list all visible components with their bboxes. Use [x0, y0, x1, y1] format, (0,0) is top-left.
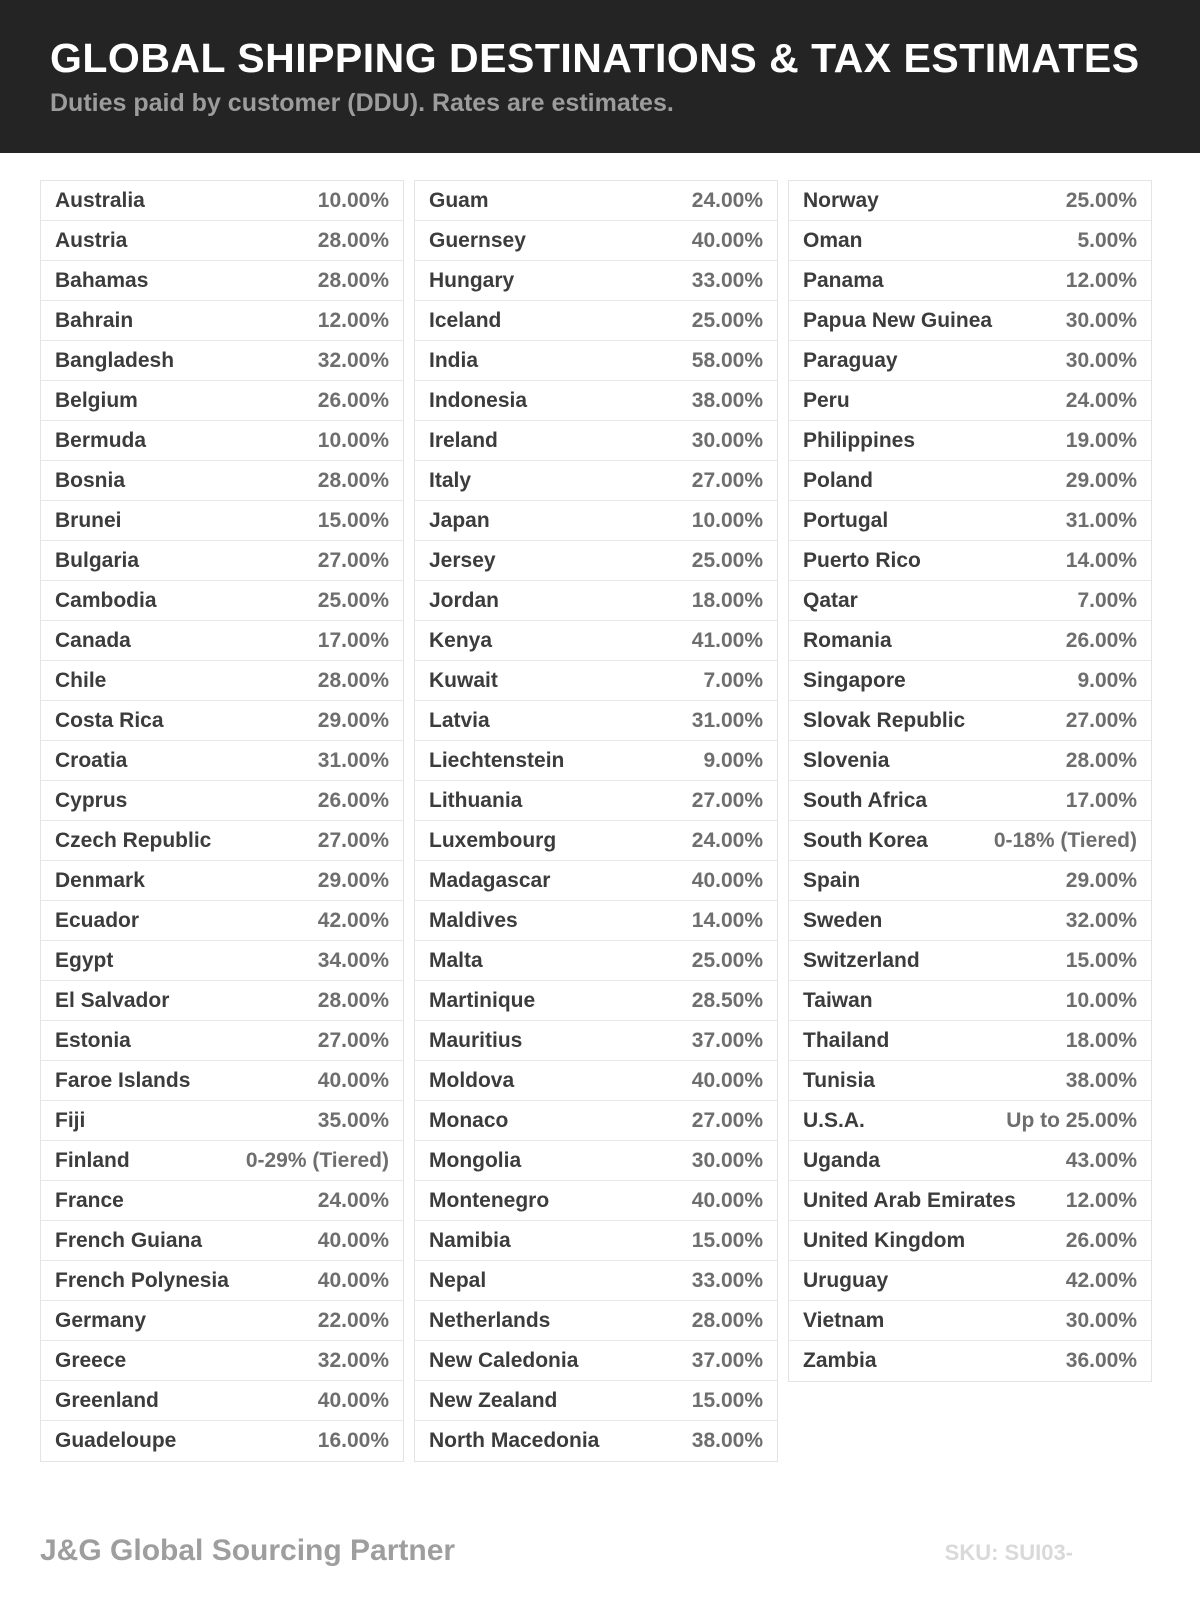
tax-rate: 24.00%	[691, 188, 763, 212]
table-row	[789, 1181, 1151, 1221]
tax-rate: 9.00%	[1077, 668, 1137, 692]
table-row	[415, 261, 777, 301]
table-row	[415, 1421, 777, 1461]
table-row	[415, 1021, 777, 1061]
country-name: Lithuania	[429, 788, 523, 812]
table-row	[789, 1141, 1151, 1181]
table-row	[789, 181, 1151, 221]
table-row	[415, 301, 777, 341]
country-name: Ecuador	[55, 908, 140, 932]
country-name: French Guiana	[55, 1228, 203, 1252]
table-row	[41, 1421, 403, 1461]
country-name: Fiji	[55, 1108, 86, 1132]
country-name: Switzerland	[803, 948, 920, 972]
table-row	[789, 1301, 1151, 1341]
country-name: Luxembourg	[429, 828, 557, 852]
tax-rate: 40.00%	[691, 1068, 763, 1092]
country-name: Mongolia	[429, 1148, 522, 1172]
country-name: Papua New Guinea	[803, 308, 993, 332]
tax-rate: 42.00%	[317, 908, 389, 932]
country-name: Bahamas	[55, 268, 149, 292]
tax-rate: 28.00%	[1065, 748, 1137, 772]
tax-rate: 43.00%	[1065, 1148, 1137, 1172]
country-name: Jersey	[429, 548, 496, 572]
country-name: Cambodia	[55, 588, 157, 612]
country-name: Guam	[429, 188, 489, 212]
country-name: Nepal	[429, 1268, 487, 1292]
tax-rate: 27.00%	[317, 548, 389, 572]
country-name: Qatar	[803, 588, 858, 612]
tax-rate: 37.00%	[691, 1348, 763, 1372]
tax-rate: 40.00%	[317, 1228, 389, 1252]
table-row	[789, 1221, 1151, 1261]
table-row	[41, 461, 403, 501]
country-name: Greenland	[55, 1388, 159, 1412]
table-row	[789, 261, 1151, 301]
tax-rate: 7.00%	[1077, 588, 1137, 612]
country-name: Guadeloupe	[55, 1429, 177, 1452]
tax-rate: 29.00%	[1065, 468, 1137, 492]
table-row	[41, 1101, 403, 1141]
table-row	[789, 1061, 1151, 1101]
table-row	[415, 821, 777, 861]
country-name: Czech Republic	[55, 828, 212, 852]
tax-rate: 25.00%	[317, 588, 389, 612]
country-name: Belgium	[55, 388, 138, 412]
country-name: United Kingdom	[803, 1228, 966, 1252]
country-name: Tunisia	[803, 1068, 875, 1092]
tax-rate: 19.00%	[1065, 428, 1137, 452]
country-name: Slovak Republic	[803, 708, 966, 732]
table-row	[41, 181, 403, 221]
table-row	[789, 741, 1151, 781]
table-row	[41, 621, 403, 661]
tax-rate: 24.00%	[317, 1188, 389, 1212]
table-row	[415, 381, 777, 421]
table-row	[789, 621, 1151, 661]
country-name: Greece	[55, 1348, 127, 1372]
country-name: Hungary	[429, 268, 515, 292]
country-name: Bermuda	[55, 428, 147, 452]
table-row	[41, 1181, 403, 1221]
table-row	[415, 1261, 777, 1301]
table-row	[41, 421, 403, 461]
tax-rate: 29.00%	[317, 708, 389, 732]
table-row	[41, 1221, 403, 1261]
country-name: Faroe Islands	[55, 1068, 191, 1092]
tax-rate: 31.00%	[317, 748, 389, 772]
sku-label: SKU: SUI03-	[944, 1540, 1073, 1565]
table-row	[415, 501, 777, 541]
tax-rate: 15.00%	[317, 508, 389, 532]
tax-rate: 27.00%	[317, 828, 389, 852]
tax-rate: 17.00%	[1065, 788, 1137, 812]
table-row	[789, 1341, 1151, 1381]
tax-rate: 10.00%	[691, 508, 763, 532]
table-row	[789, 821, 1151, 861]
table-row	[415, 1141, 777, 1181]
tax-rate: 14.00%	[1065, 548, 1137, 572]
country-name: Canada	[55, 628, 131, 652]
country-name: Brunei	[55, 508, 122, 532]
table-row	[789, 1261, 1151, 1301]
tax-rate: 27.00%	[691, 788, 763, 812]
tax-rate: 33.00%	[691, 268, 763, 292]
table-row	[789, 1101, 1151, 1141]
table-row	[415, 661, 777, 701]
tax-rate: 40.00%	[317, 1068, 389, 1092]
tax-rate: 40.00%	[317, 1388, 389, 1412]
tax-rate: 35.00%	[317, 1108, 389, 1132]
table-row	[41, 661, 403, 701]
tax-rate: 30.00%	[691, 428, 763, 452]
tax-rate: 16.00%	[317, 1429, 389, 1452]
country-name: Oman	[803, 228, 863, 252]
tax-rate: 26.00%	[1065, 628, 1137, 652]
tax-rate: 40.00%	[691, 868, 763, 892]
table-row	[789, 661, 1151, 701]
country-name: Bangladesh	[55, 348, 175, 372]
tax-rate: 29.00%	[317, 868, 389, 892]
tax-rate: 22.00%	[317, 1308, 389, 1332]
tax-rate: 32.00%	[1065, 908, 1137, 932]
tax-rate: 31.00%	[1065, 508, 1137, 532]
tax-rate: 25.00%	[691, 948, 763, 972]
tax-rate: 9.00%	[703, 748, 763, 772]
table-row	[789, 701, 1151, 741]
table-row	[789, 1021, 1151, 1061]
table-row	[415, 781, 777, 821]
table-row	[41, 501, 403, 541]
tax-rate: 26.00%	[1065, 1228, 1137, 1252]
tax-rate: 10.00%	[317, 428, 389, 452]
table-row	[41, 301, 403, 341]
table-row	[41, 221, 403, 261]
country-name: United Arab Emirates	[803, 1188, 1016, 1212]
tax-rate: 28.00%	[317, 468, 389, 492]
table-row	[41, 381, 403, 421]
country-name: Kuwait	[429, 668, 498, 692]
tax-rate: 15.00%	[691, 1228, 763, 1252]
country-name: India	[429, 348, 479, 372]
table-row	[415, 221, 777, 261]
country-name: El Salvador	[55, 988, 170, 1012]
tax-rate: 15.00%	[691, 1388, 763, 1412]
country-name: Madagascar	[429, 868, 551, 892]
table-row	[41, 541, 403, 581]
tax-rate: 32.00%	[317, 348, 389, 372]
tax-rate: 38.00%	[691, 388, 763, 412]
tax-rate: 36.00%	[1065, 1349, 1137, 1372]
tax-rate: 32.00%	[317, 1348, 389, 1372]
table-row	[415, 541, 777, 581]
table-row	[41, 981, 403, 1021]
country-name: South Africa	[803, 788, 928, 812]
country-name: Panama	[803, 268, 884, 292]
tax-rate: 24.00%	[1065, 388, 1137, 412]
country-name: French Polynesia	[55, 1268, 229, 1292]
tax-rate: 0-29% (Tiered)	[245, 1148, 389, 1172]
tax-rate: 28.00%	[691, 1308, 763, 1332]
country-name: New Caledonia	[429, 1348, 579, 1372]
tax-rate: 58.00%	[691, 348, 763, 372]
tax-rate: 25.00%	[691, 548, 763, 572]
country-name: Ireland	[429, 428, 498, 452]
table-row	[41, 701, 403, 741]
tax-rate: 18.00%	[1065, 1028, 1137, 1052]
country-name: Japan	[429, 508, 490, 532]
country-name: Uruguay	[803, 1268, 889, 1292]
country-name: North Macedonia	[429, 1429, 600, 1452]
table-row	[41, 901, 403, 941]
table-row	[415, 461, 777, 501]
country-name: Netherlands	[429, 1308, 551, 1332]
tax-rate: 15.00%	[1065, 948, 1137, 972]
table-row	[415, 1061, 777, 1101]
country-name: Malta	[429, 948, 483, 972]
country-name: Singapore	[803, 668, 906, 692]
tax-rate: 10.00%	[317, 188, 389, 212]
table-row	[41, 1021, 403, 1061]
table-row	[415, 421, 777, 461]
tax-rate: 26.00%	[317, 788, 389, 812]
country-name: Indonesia	[429, 388, 528, 412]
country-name: Puerto Rico	[803, 548, 921, 572]
table-row	[41, 1261, 403, 1301]
tax-rate: 28.00%	[317, 228, 389, 252]
table-row	[789, 941, 1151, 981]
country-name: Guernsey	[429, 228, 526, 252]
table-row	[789, 501, 1151, 541]
country-name: Bulgaria	[55, 548, 140, 572]
country-name: Sweden	[803, 908, 883, 932]
tax-rate: 12.00%	[1065, 1188, 1137, 1212]
tax-rate: 41.00%	[691, 628, 763, 652]
tax-rate: 31.00%	[691, 708, 763, 732]
country-name: Paraguay	[803, 348, 898, 372]
table-row	[415, 181, 777, 221]
country-name: Taiwan	[803, 988, 873, 1012]
country-name: Namibia	[429, 1228, 511, 1252]
table-row	[41, 261, 403, 301]
tax-rate: 34.00%	[317, 948, 389, 972]
tax-rate: 28.00%	[317, 268, 389, 292]
country-name: Mauritius	[429, 1028, 523, 1052]
tax-rate: 27.00%	[317, 1028, 389, 1052]
page-subtitle: Duties paid by customer (DDU). Rates are estimates.	[50, 89, 674, 118]
country-name: Martinique	[429, 988, 536, 1012]
table-row	[415, 1381, 777, 1421]
tax-rate: 29.00%	[1065, 868, 1137, 892]
country-name: Bahrain	[55, 308, 134, 332]
table-row	[41, 1341, 403, 1381]
tax-rate: 28.00%	[317, 668, 389, 692]
table-row	[789, 301, 1151, 341]
country-name: Germany	[55, 1308, 147, 1332]
table-row	[415, 941, 777, 981]
table-row	[789, 341, 1151, 381]
tax-rate: 18.00%	[691, 588, 763, 612]
brand-name: J&G Global Sourcing Partner	[40, 1534, 456, 1567]
tax-rate: 33.00%	[691, 1268, 763, 1292]
country-name: Moldova	[429, 1068, 515, 1092]
country-name: Montenegro	[429, 1188, 550, 1212]
table-row	[41, 861, 403, 901]
tax-rate: 17.00%	[317, 628, 389, 652]
country-name: Slovenia	[803, 748, 890, 772]
table-row	[415, 1101, 777, 1141]
rates-column-1	[40, 180, 404, 1462]
country-name: Zambia	[803, 1349, 877, 1372]
country-name: Italy	[429, 468, 472, 492]
tax-rate: 0-18% (Tiered)	[993, 828, 1137, 852]
table-row	[41, 1141, 403, 1181]
tax-rate: 40.00%	[691, 228, 763, 252]
tax-rate: 27.00%	[691, 1108, 763, 1132]
table-row	[41, 1061, 403, 1101]
country-name: Latvia	[429, 708, 490, 732]
country-name: Thailand	[803, 1028, 890, 1052]
table-row	[415, 701, 777, 741]
country-name: Jordan	[429, 588, 500, 612]
table-row	[41, 581, 403, 621]
tax-rate: 14.00%	[691, 908, 763, 932]
country-name: Spain	[803, 868, 861, 892]
country-name: Estonia	[55, 1028, 131, 1052]
tax-rate: 30.00%	[1065, 1308, 1137, 1332]
table-row	[41, 741, 403, 781]
country-name: Croatia	[55, 748, 128, 772]
country-name: Egypt	[55, 948, 114, 972]
table-row	[415, 1341, 777, 1381]
tax-rate: 37.00%	[691, 1028, 763, 1052]
tax-rate: 40.00%	[317, 1268, 389, 1292]
table-row	[789, 381, 1151, 421]
tax-rate: 10.00%	[1065, 988, 1137, 1012]
table-row	[415, 861, 777, 901]
country-name: Maldives	[429, 908, 518, 932]
tax-rate: 30.00%	[691, 1148, 763, 1172]
rates-table	[40, 180, 1152, 1462]
table-row	[415, 901, 777, 941]
table-row	[789, 541, 1151, 581]
country-name: Uganda	[803, 1148, 881, 1172]
country-name: Peru	[803, 388, 850, 412]
table-row	[789, 781, 1151, 821]
country-name: New Zealand	[429, 1388, 558, 1412]
country-name: Finland	[55, 1148, 130, 1172]
table-row	[41, 821, 403, 861]
tax-rate: 7.00%	[703, 668, 763, 692]
country-name: South Korea	[803, 828, 928, 852]
table-row	[789, 861, 1151, 901]
tax-rate: 38.00%	[1065, 1068, 1137, 1092]
tax-rate: 12.00%	[317, 308, 389, 332]
table-row	[415, 981, 777, 1021]
table-row	[415, 1301, 777, 1341]
table-row	[789, 221, 1151, 261]
country-name: Monaco	[429, 1108, 509, 1132]
table-row	[789, 461, 1151, 501]
country-name: Costa Rica	[55, 708, 164, 732]
country-name: Kenya	[429, 628, 493, 652]
table-row	[415, 621, 777, 661]
tax-rate: 12.00%	[1065, 268, 1137, 292]
country-name: Portugal	[803, 508, 889, 532]
tax-rate: 38.00%	[691, 1429, 763, 1452]
table-row	[41, 341, 403, 381]
table-row	[415, 741, 777, 781]
rates-column-2	[414, 180, 778, 1462]
country-name: Cyprus	[55, 788, 128, 812]
tax-rate: 42.00%	[1065, 1268, 1137, 1292]
table-row	[41, 941, 403, 981]
tax-rate: 30.00%	[1065, 348, 1137, 372]
table-row	[789, 581, 1151, 621]
table-row	[415, 1221, 777, 1261]
tax-rate: 26.00%	[317, 388, 389, 412]
country-name: Norway	[803, 188, 879, 212]
page-footer	[0, 1520, 1200, 1580]
tax-rate: 24.00%	[691, 828, 763, 852]
table-row	[789, 901, 1151, 941]
table-row	[41, 1381, 403, 1421]
country-name: Iceland	[429, 308, 502, 332]
table-row	[415, 1181, 777, 1221]
tax-rate: 27.00%	[1065, 708, 1137, 732]
tax-rate: 5.00%	[1077, 228, 1137, 252]
tax-rate: Up to 25.00%	[1006, 1108, 1137, 1132]
table-row	[415, 341, 777, 381]
country-name: France	[55, 1188, 124, 1212]
country-name: Romania	[803, 628, 892, 652]
page-title: GLOBAL SHIPPING DESTINATIONS & TAX ESTIMATES	[50, 35, 1140, 81]
country-name: Philippines	[803, 428, 916, 452]
table-row	[41, 1301, 403, 1341]
tax-rate: 25.00%	[1065, 188, 1137, 212]
page-header	[0, 0, 1200, 153]
tax-rate: 28.00%	[317, 988, 389, 1012]
country-name: Poland	[803, 468, 874, 492]
table-row	[789, 981, 1151, 1021]
table-row	[415, 581, 777, 621]
tax-rate: 40.00%	[691, 1188, 763, 1212]
country-name: Bosnia	[55, 468, 126, 492]
country-name: U.S.A.	[803, 1108, 865, 1132]
table-row	[41, 781, 403, 821]
tax-rate: 28.50%	[691, 988, 763, 1012]
country-name: Vietnam	[803, 1308, 885, 1332]
rates-column-3	[788, 180, 1152, 1382]
country-name: Austria	[55, 228, 128, 252]
country-name: Denmark	[55, 868, 145, 892]
country-name: Liechtenstein	[429, 748, 565, 772]
tax-rate: 30.00%	[1065, 308, 1137, 332]
table-row	[789, 421, 1151, 461]
tax-rate: 27.00%	[691, 468, 763, 492]
country-name: Australia	[55, 188, 145, 212]
country-name: Chile	[55, 668, 107, 692]
tax-rate: 25.00%	[691, 308, 763, 332]
